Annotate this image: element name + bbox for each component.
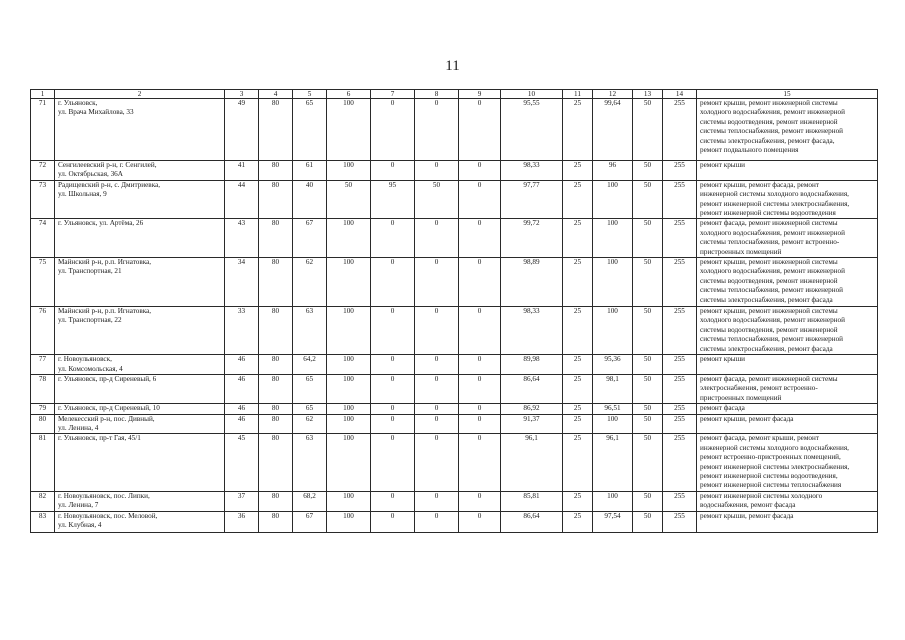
column-header: 9: [459, 90, 501, 99]
table-row: [31, 434, 878, 491]
address-cell: Мелекесский р-н, пос. Дивный, ул. Ленина, 4: [55, 414, 225, 434]
value-cell: 46: [225, 355, 259, 375]
table-row: [31, 511, 878, 532]
header-row: [31, 90, 878, 99]
value-cell: 255: [663, 511, 697, 532]
value-cell: 67: [293, 511, 327, 532]
value-cell: 100: [327, 404, 371, 414]
row-number: 83: [31, 511, 55, 532]
value-cell: 0: [415, 414, 459, 434]
value-cell: 50: [415, 180, 459, 219]
column-header: 1: [31, 90, 55, 99]
value-cell: 34: [225, 258, 259, 307]
value-cell: 25: [563, 511, 593, 532]
table-body: [31, 99, 878, 533]
value-cell: 50: [633, 161, 663, 181]
row-number: 82: [31, 491, 55, 511]
address-cell: Сенгилеевский р-н, г. Сенгилей, ул. Октябрьская, 36А: [55, 161, 225, 181]
works-description-cell: ремонт крыши, ремонт фасада: [697, 511, 878, 532]
value-cell: 100: [327, 219, 371, 258]
value-cell: 68,2: [293, 491, 327, 511]
value-cell: 0: [415, 434, 459, 491]
value-cell: 50: [633, 434, 663, 491]
value-cell: 98,33: [501, 161, 563, 181]
value-cell: 86,92: [501, 404, 563, 414]
value-cell: 97,77: [501, 180, 563, 219]
value-cell: 50: [633, 219, 663, 258]
value-cell: 100: [593, 491, 633, 511]
value-cell: 100: [327, 434, 371, 491]
value-cell: 100: [327, 355, 371, 375]
works-description-cell: ремонт крыши, ремонт фасада: [697, 414, 878, 434]
value-cell: 50: [633, 491, 663, 511]
address-cell: г. Ульяновск, ул. Артёма, 26: [55, 219, 225, 258]
value-cell: 95,55: [501, 99, 563, 161]
value-cell: 96,51: [593, 404, 633, 414]
works-description-cell: ремонт крыши, ремонт фасада, ремонт инженерной системы холодного водоснабжения, ремонт инженерной системы электроснабжения, ремонт инженерной системы водоотведения: [697, 180, 878, 219]
value-cell: 80: [259, 511, 293, 532]
value-cell: 86,64: [501, 374, 563, 403]
value-cell: 80: [259, 404, 293, 414]
address-cell: Радищевский р-н, с. Дмитриевка, ул. Школьная, 9: [55, 180, 225, 219]
value-cell: 255: [663, 491, 697, 511]
value-cell: 25: [563, 404, 593, 414]
value-cell: 0: [415, 258, 459, 307]
value-cell: 0: [371, 414, 415, 434]
value-cell: 96: [593, 161, 633, 181]
value-cell: 0: [371, 434, 415, 491]
value-cell: 80: [259, 258, 293, 307]
value-cell: 0: [415, 99, 459, 161]
value-cell: 80: [259, 219, 293, 258]
value-cell: 50: [633, 511, 663, 532]
value-cell: 100: [327, 491, 371, 511]
column-header: 11: [563, 90, 593, 99]
value-cell: 98,33: [501, 307, 563, 355]
column-header: 15: [697, 90, 878, 99]
column-header: 12: [593, 90, 633, 99]
value-cell: 50: [633, 414, 663, 434]
value-cell: 85,81: [501, 491, 563, 511]
value-cell: 36: [225, 511, 259, 532]
value-cell: 0: [459, 491, 501, 511]
value-cell: 63: [293, 307, 327, 355]
value-cell: 0: [415, 491, 459, 511]
value-cell: 0: [415, 219, 459, 258]
value-cell: 100: [327, 161, 371, 181]
value-cell: 25: [563, 414, 593, 434]
value-cell: 33: [225, 307, 259, 355]
value-cell: 100: [593, 258, 633, 307]
row-number: 77: [31, 355, 55, 375]
value-cell: 86,64: [501, 511, 563, 532]
value-cell: 98,1: [593, 374, 633, 403]
value-cell: 25: [563, 258, 593, 307]
table-row: [31, 219, 878, 258]
value-cell: 50: [327, 180, 371, 219]
table-row: [31, 258, 878, 307]
address-cell: г. Ульяновск, пр-т Гая, 45/1: [55, 434, 225, 491]
value-cell: 0: [371, 374, 415, 403]
column-header: 3: [225, 90, 259, 99]
value-cell: 46: [225, 374, 259, 403]
address-cell: г. Новоульяновск, пос. Липки, ул. Ленина, 7: [55, 491, 225, 511]
value-cell: 0: [459, 258, 501, 307]
works-description-cell: ремонт инженерной системы холодного водоснабжения, ремонт фасада: [697, 491, 878, 511]
value-cell: 0: [371, 491, 415, 511]
works-description-cell: ремонт крыши, ремонт инженерной системы холодного водоснабжения, ремонт инженерной системы водоотведения, ремонт инженерной системы теплоснабжения, ремонт инженерной системы электроснабжения, ремонт фасада, ремонт подвального помещения: [697, 99, 878, 161]
value-cell: 50: [633, 374, 663, 403]
value-cell: 0: [459, 161, 501, 181]
table-row: [31, 180, 878, 219]
row-number: 81: [31, 434, 55, 491]
value-cell: 37: [225, 491, 259, 511]
value-cell: 62: [293, 258, 327, 307]
value-cell: 46: [225, 404, 259, 414]
value-cell: 44: [225, 180, 259, 219]
row-number: 74: [31, 219, 55, 258]
address-cell: Майнский р-н, р.п. Игнатовка, ул. Транспортная, 21: [55, 258, 225, 307]
address-cell: г. Ульяновск, ул. Врача Михайлова, 33: [55, 99, 225, 161]
row-number: 75: [31, 258, 55, 307]
address-cell: г. Новоульяновск, ул. Комсомольская, 4: [55, 355, 225, 375]
row-number: 76: [31, 307, 55, 355]
column-header: 14: [663, 90, 697, 99]
value-cell: 0: [371, 219, 415, 258]
value-cell: 0: [415, 355, 459, 375]
value-cell: 50: [633, 307, 663, 355]
value-cell: 255: [663, 374, 697, 403]
value-cell: 80: [259, 161, 293, 181]
table-row: [31, 404, 878, 414]
column-header: 7: [371, 90, 415, 99]
works-description-cell: ремонт крыши: [697, 355, 878, 375]
value-cell: 0: [459, 219, 501, 258]
works-description-cell: ремонт крыши, ремонт инженерной системы холодного водоснабжения, ремонт инженерной системы водоотведения, ремонт инженерной системы теплоснабжения, ремонт инженерной системы электроснабжения, ремонт фасада: [697, 307, 878, 355]
value-cell: 100: [593, 219, 633, 258]
address-cell: г. Ульяновск, пр-д Сиреневый, 6: [55, 374, 225, 403]
value-cell: 0: [459, 180, 501, 219]
value-cell: 255: [663, 434, 697, 491]
value-cell: 45: [225, 434, 259, 491]
table-row: [31, 161, 878, 181]
value-cell: 61: [293, 161, 327, 181]
value-cell: 91,37: [501, 414, 563, 434]
value-cell: 0: [415, 511, 459, 532]
works-description-cell: ремонт фасада, ремонт инженерной системы холодного водоснабжения, ремонт инженерной системы теплоснабжения, ремонт встроенно- пристроенных помещений: [697, 219, 878, 258]
value-cell: 255: [663, 355, 697, 375]
value-cell: 0: [459, 99, 501, 161]
value-cell: 255: [663, 307, 697, 355]
value-cell: 80: [259, 414, 293, 434]
value-cell: 80: [259, 374, 293, 403]
value-cell: 63: [293, 434, 327, 491]
value-cell: 100: [593, 307, 633, 355]
value-cell: 25: [563, 161, 593, 181]
value-cell: 25: [563, 355, 593, 375]
value-cell: 50: [633, 258, 663, 307]
column-header: 10: [501, 90, 563, 99]
value-cell: 25: [563, 99, 593, 161]
value-cell: 80: [259, 99, 293, 161]
value-cell: 255: [663, 180, 697, 219]
column-header: 2: [55, 90, 225, 99]
value-cell: 255: [663, 219, 697, 258]
value-cell: 0: [415, 374, 459, 403]
value-cell: 100: [327, 307, 371, 355]
value-cell: 80: [259, 307, 293, 355]
value-cell: 0: [459, 355, 501, 375]
column-header: 13: [633, 90, 663, 99]
row-number: 73: [31, 180, 55, 219]
value-cell: 50: [633, 404, 663, 414]
works-description-cell: ремонт крыши: [697, 161, 878, 181]
value-cell: 65: [293, 404, 327, 414]
value-cell: 0: [371, 404, 415, 414]
value-cell: 255: [663, 161, 697, 181]
value-cell: 50: [633, 180, 663, 219]
table-row: [31, 414, 878, 434]
value-cell: 67: [293, 219, 327, 258]
table-row: [31, 374, 878, 403]
address-cell: г. Новоульяновск, пос. Меловой, ул. Клубная, 4: [55, 511, 225, 532]
value-cell: 100: [327, 374, 371, 403]
table-row: [31, 491, 878, 511]
value-cell: 0: [459, 307, 501, 355]
value-cell: 95,36: [593, 355, 633, 375]
address-cell: Майнский р-н, р.п. Игнатовка, ул. Транспортная, 22: [55, 307, 225, 355]
value-cell: 89,98: [501, 355, 563, 375]
row-number: 78: [31, 374, 55, 403]
value-cell: 255: [663, 258, 697, 307]
value-cell: 0: [371, 355, 415, 375]
page-number: 11: [445, 58, 460, 74]
value-cell: 43: [225, 219, 259, 258]
value-cell: 25: [563, 374, 593, 403]
value-cell: 255: [663, 99, 697, 161]
repair-table: [30, 89, 878, 533]
value-cell: 255: [663, 404, 697, 414]
value-cell: 100: [327, 511, 371, 532]
column-header: 5: [293, 90, 327, 99]
value-cell: 98,89: [501, 258, 563, 307]
value-cell: 65: [293, 374, 327, 403]
value-cell: 99,72: [501, 219, 563, 258]
works-description-cell: ремонт крыши, ремонт инженерной системы холодного водоснабжения, ремонт инженерной системы водоотведения, ремонт инженерной системы теплоснабжения, ремонт инженерной системы электроснабжения, ремонт фасада: [697, 258, 878, 307]
value-cell: 0: [371, 99, 415, 161]
value-cell: 80: [259, 355, 293, 375]
value-cell: 0: [459, 374, 501, 403]
value-cell: 40: [293, 180, 327, 219]
address-cell: г. Ульяновск, пр-д Сиреневый, 10: [55, 404, 225, 414]
table-row: [31, 355, 878, 375]
value-cell: 62: [293, 414, 327, 434]
value-cell: 0: [371, 258, 415, 307]
value-cell: 46: [225, 414, 259, 434]
value-cell: 0: [459, 511, 501, 532]
value-cell: 0: [415, 161, 459, 181]
works-description-cell: ремонт фасада, ремонт крыши, ремонт инженерной системы холодного водоснабжения, ремонт встроенно-пристроенных помещений, ремонт инженерной системы электроснабжения, ремонт инженерной системы водоотведения, ремонт инженерной системы теплоснабжения: [697, 434, 878, 491]
table-row: [31, 307, 878, 355]
value-cell: 0: [459, 404, 501, 414]
value-cell: 25: [563, 434, 593, 491]
column-header: 4: [259, 90, 293, 99]
row-number: 80: [31, 414, 55, 434]
value-cell: 96,1: [501, 434, 563, 491]
value-cell: 25: [563, 180, 593, 219]
value-cell: 100: [593, 414, 633, 434]
value-cell: 25: [563, 307, 593, 355]
value-cell: 65: [293, 99, 327, 161]
value-cell: 97,54: [593, 511, 633, 532]
row-number: 71: [31, 99, 55, 161]
value-cell: 0: [459, 414, 501, 434]
value-cell: 50: [633, 99, 663, 161]
value-cell: 50: [633, 355, 663, 375]
value-cell: 100: [593, 180, 633, 219]
value-cell: 95: [371, 180, 415, 219]
row-number: 72: [31, 161, 55, 181]
value-cell: 0: [371, 511, 415, 532]
value-cell: 25: [563, 491, 593, 511]
value-cell: 100: [327, 99, 371, 161]
value-cell: 96,1: [593, 434, 633, 491]
value-cell: 25: [563, 219, 593, 258]
value-cell: 64,2: [293, 355, 327, 375]
value-cell: 100: [327, 414, 371, 434]
works-description-cell: ремонт фасада: [697, 404, 878, 414]
value-cell: 0: [371, 307, 415, 355]
column-header: 8: [415, 90, 459, 99]
value-cell: 80: [259, 434, 293, 491]
table-row: [31, 99, 878, 161]
value-cell: 49: [225, 99, 259, 161]
value-cell: 80: [259, 180, 293, 219]
value-cell: 0: [415, 404, 459, 414]
value-cell: 0: [371, 161, 415, 181]
value-cell: 0: [459, 434, 501, 491]
value-cell: 99,64: [593, 99, 633, 161]
value-cell: 41: [225, 161, 259, 181]
value-cell: 100: [327, 258, 371, 307]
value-cell: 255: [663, 414, 697, 434]
row-number: 79: [31, 404, 55, 414]
works-description-cell: ремонт фасада, ремонт инженерной системы электроснабжения, ремонт встроенно- пристроенных помещений: [697, 374, 878, 403]
column-header: 6: [327, 90, 371, 99]
value-cell: 0: [415, 307, 459, 355]
value-cell: 80: [259, 491, 293, 511]
